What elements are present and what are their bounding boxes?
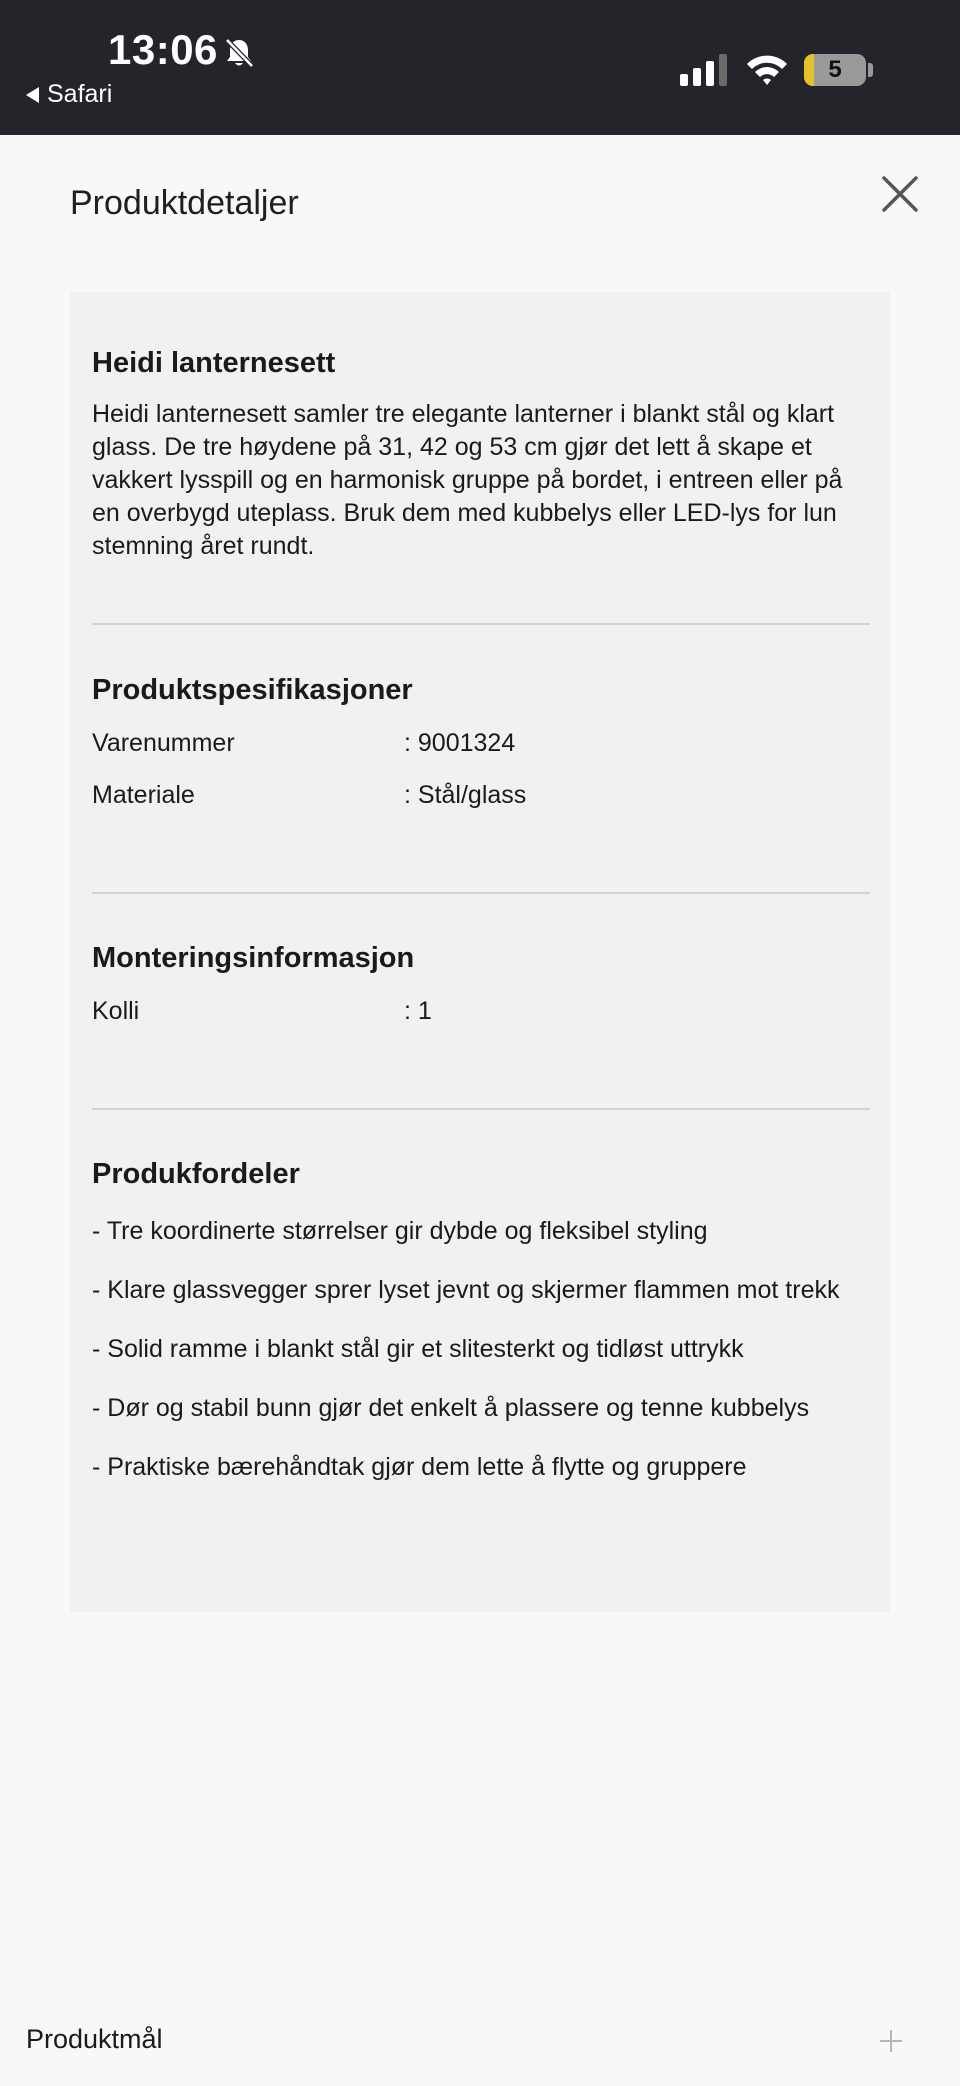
mounting-title: Monteringsinformasjon (92, 942, 415, 974)
plus-icon (878, 2028, 904, 2054)
back-arrow-icon (26, 87, 39, 103)
spec-row (92, 781, 870, 833)
spec-label: Kolli (92, 997, 140, 1025)
battery-percent: 5 (828, 56, 842, 83)
mounting-section (92, 942, 870, 1049)
accordion-label: Produktmål (26, 2024, 163, 2054)
close-button[interactable] (878, 172, 922, 216)
bell-muted-icon (222, 36, 256, 70)
benefit-item: - Tre koordinerte størrelser gir dybde og fleksibel styling (92, 1217, 708, 1245)
status-bar (0, 0, 960, 135)
spec-label: Varenummer (92, 729, 235, 757)
back-to-safari-button[interactable] (26, 80, 112, 109)
specs-section (92, 674, 870, 833)
divider (92, 892, 870, 894)
divider (92, 623, 870, 625)
product-name: Heidi lanternesett (92, 347, 336, 379)
product-description: Heidi lanternesett samler tre elegante lanterner i blankt stål og klart glass. De tre høydene på 31, 42 og 53 cm gjør det lett å skape et vakkert lysspill og en harmonisk gruppe på bordet, i entreen eller på en overbygd uteplass. Bruk dem med kubbelys eller LED-lys for lun stemning året rundt. (92, 400, 843, 560)
product-dimensions-accordion[interactable] (0, 2016, 960, 2066)
product-description-section (92, 347, 870, 563)
spec-value: : Stål/glass (404, 781, 527, 809)
benefit-item: - Dør og stabil bunn gjør det enkelt å plassere og tenne kubbelys (92, 1394, 810, 1422)
battery-icon (804, 54, 866, 86)
benefit-item: - Klare glassvegger sprer lyset jevnt og skjermer flammen mot trekk (92, 1276, 840, 1304)
status-time: 13:06 (108, 26, 218, 73)
back-label: Safari (47, 80, 113, 108)
wifi-icon (745, 52, 789, 86)
benefit-item: - Solid ramme i blankt stål gir et slitesterkt og tidløst uttrykk (92, 1335, 744, 1363)
spec-row (92, 729, 870, 781)
spec-label: Materiale (92, 781, 195, 809)
spec-row (92, 997, 870, 1049)
product-details-card (70, 292, 890, 1612)
battery-cap (868, 63, 873, 77)
page-title: Produktdetaljer (70, 184, 299, 222)
cellular-signal-icon (680, 54, 730, 86)
benefits-section (92, 1158, 870, 1510)
divider (92, 1108, 870, 1110)
spec-value: : 1 (404, 997, 432, 1025)
specs-title: Produktspesifikasjoner (92, 674, 413, 706)
benefit-item: - Praktiske bærehåndtak gjør dem lette å flytte og gruppere (92, 1453, 747, 1481)
spec-value: : 9001324 (404, 729, 516, 757)
benefits-title: Produkfordeler (92, 1158, 300, 1190)
